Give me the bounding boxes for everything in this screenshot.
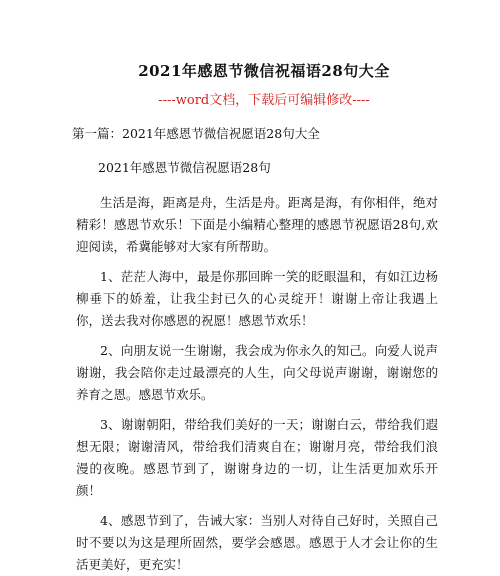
paragraph: 生活是海，距离是舟，生活是舟。距离是海，有你相伴，绝对精彩！感恩节欢乐！下面是小编精心整理的感恩节祝愿语28句,欢迎阅读，希冀能够对大家有所帮助。 [76, 195, 438, 254]
section-heading: 第一篇：2021年感恩节微信祝愿语28句大全 [72, 126, 320, 141]
document-subtitle: ----word文档，下载后可编辑修改---- [158, 93, 370, 108]
paragraph: 4、感恩节到了，告诫大家：当别人对待自己好时，关照自己时不要以为这是理所固然，要学会感恩。感恩于人才会让你的生活更美好，更充实！ [76, 513, 438, 572]
article-heading: 2021年感恩节微信祝愿语28句 [98, 160, 271, 175]
paragraph: 2、向朋友说一生谢谢，我会成为你永久的知己。向爱人说声谢谢，我会陪你走过最漂亮的人生，向父母说声谢谢，谢谢您的养育之恩。感恩节欢乐。 [76, 343, 438, 402]
article-body [76, 192, 438, 576]
document-title: 2021年感恩节微信祝福语28句大全 [138, 62, 390, 80]
paragraph: 1、茫茫人海中，最是你那回眸一笑的眨眼温和，有如江边杨柳垂下的娇羞，让我尘封已久的心灵绽开！谢谢上帝让我遇上你，送去我对你感恩的祝愿！感恩节欢乐！ [76, 269, 438, 328]
paragraph: 3、谢谢朝阳，带给我们美好的一天；谢谢白云，带给我们遐想无限；谢谢清风，带给我们清爽自在；谢谢月亮，带给我们浪漫的夜晚。感恩节到了，谢谢身边的一切，让生活更加欢乐开颜！ [76, 417, 438, 498]
